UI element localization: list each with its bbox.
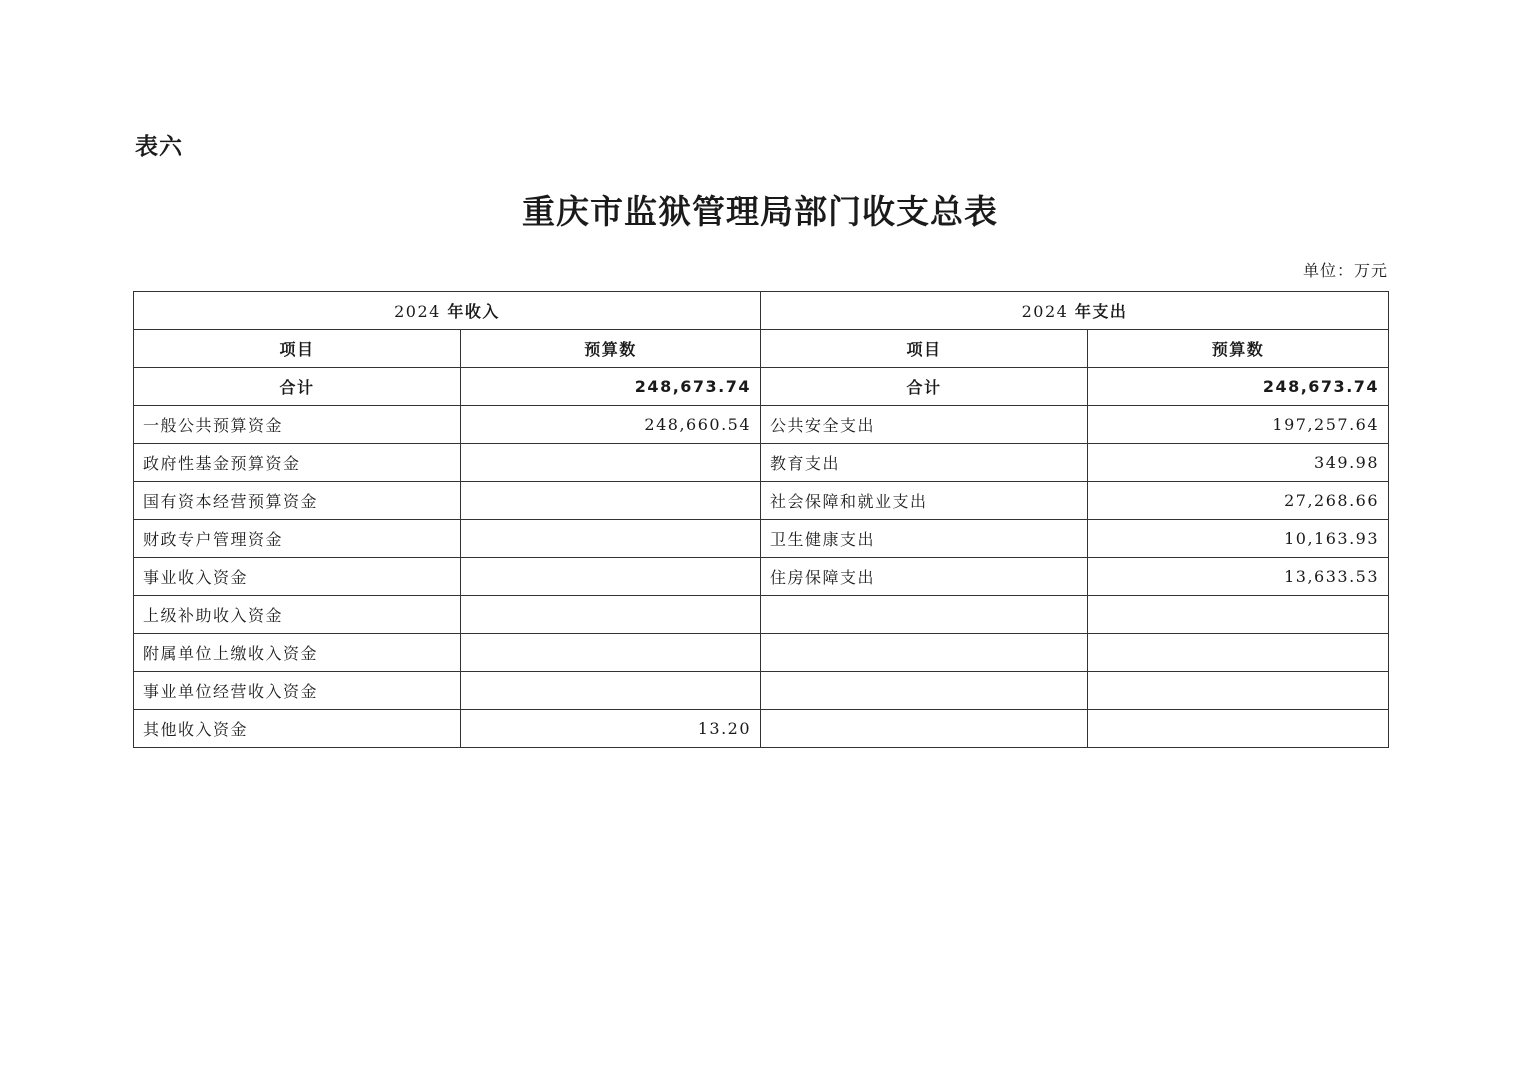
income-amount-cell: [461, 482, 761, 520]
income-year: 2024: [394, 302, 441, 321]
expense-item-cell: 住房保障支出: [761, 558, 1088, 596]
expense-total-amount: 248,673.74: [1088, 368, 1389, 406]
income-total-label: 合计: [134, 368, 461, 406]
income-item-cell: 一般公共预算资金: [134, 406, 461, 444]
expense-amount-cell: 13,633.53: [1088, 558, 1389, 596]
income-total-amount: 248,673.74: [461, 368, 761, 406]
expense-item-cell: 公共安全支出: [761, 406, 1088, 444]
income-item-cell: 事业收入资金: [134, 558, 461, 596]
expense-amount-cell: 349.98: [1088, 444, 1389, 482]
table-label: 表六: [135, 134, 183, 160]
expense-amount-cell: [1088, 634, 1389, 672]
income-section-header: [134, 292, 761, 330]
expense-item-cell: [761, 672, 1088, 710]
expense-item-header: 项目: [761, 330, 1088, 368]
expense-item-cell: 卫生健康支出: [761, 520, 1088, 558]
income-item-cell: 上级补助收入资金: [134, 596, 461, 634]
income-amount-cell: [461, 634, 761, 672]
expense-amount-cell: [1088, 672, 1389, 710]
income-item-cell: 国有资本经营预算资金: [134, 482, 461, 520]
expense-amount-cell: 27,268.66: [1088, 482, 1389, 520]
expense-total-label: 合计: [761, 368, 1088, 406]
income-item-header: 项目: [134, 330, 461, 368]
table-row: [134, 520, 1389, 558]
expense-amount-cell: 10,163.93: [1088, 520, 1389, 558]
table-row: [134, 634, 1389, 672]
expense-amount-cell: [1088, 596, 1389, 634]
table-row: [134, 672, 1389, 710]
income-amount-cell: [461, 520, 761, 558]
income-item-cell: 事业单位经营收入资金: [134, 672, 461, 710]
income-item-cell: 财政专户管理资金: [134, 520, 461, 558]
total-row: [134, 368, 1389, 406]
page-title: 重庆市监狱管理局部门收支总表: [522, 192, 998, 231]
income-section-label: 年收入: [447, 302, 500, 321]
expense-section-label: 年支出: [1074, 302, 1128, 321]
income-item-cell: 政府性基金预算资金: [134, 444, 461, 482]
budget-summary-table: [133, 291, 1389, 748]
income-amount-cell: [461, 672, 761, 710]
income-amount-cell: [461, 558, 761, 596]
table-row: [134, 596, 1389, 634]
table-row: [134, 558, 1389, 596]
section-header-row: [134, 292, 1389, 330]
expense-amount-header: 预算数: [1088, 330, 1389, 368]
income-amount-cell: [461, 444, 761, 482]
income-item-cell: 其他收入资金: [134, 710, 461, 748]
expense-amount-cell: [1088, 710, 1389, 748]
expense-item-cell: [761, 596, 1088, 634]
expense-section-header: [761, 292, 1389, 330]
income-amount-cell: 13.20: [461, 710, 761, 748]
expense-year: 2024: [1021, 302, 1069, 321]
table-row: [134, 444, 1389, 482]
table-row: [134, 406, 1389, 444]
expense-item-cell: 社会保障和就业支出: [761, 482, 1088, 520]
income-item-cell: 附属单位上缴收入资金: [134, 634, 461, 672]
expense-item-cell: [761, 710, 1088, 748]
expense-item-cell: 教育支出: [761, 444, 1088, 482]
income-amount-cell: 248,660.54: [461, 406, 761, 444]
unit-note: 单位：万元: [1302, 261, 1388, 280]
table-row: [134, 710, 1389, 748]
column-header-row: [134, 330, 1389, 368]
income-amount-header: 预算数: [461, 330, 761, 368]
expense-item-cell: [761, 634, 1088, 672]
income-amount-cell: [461, 596, 761, 634]
table-row: [134, 482, 1389, 520]
expense-amount-cell: 197,257.64: [1088, 406, 1389, 444]
